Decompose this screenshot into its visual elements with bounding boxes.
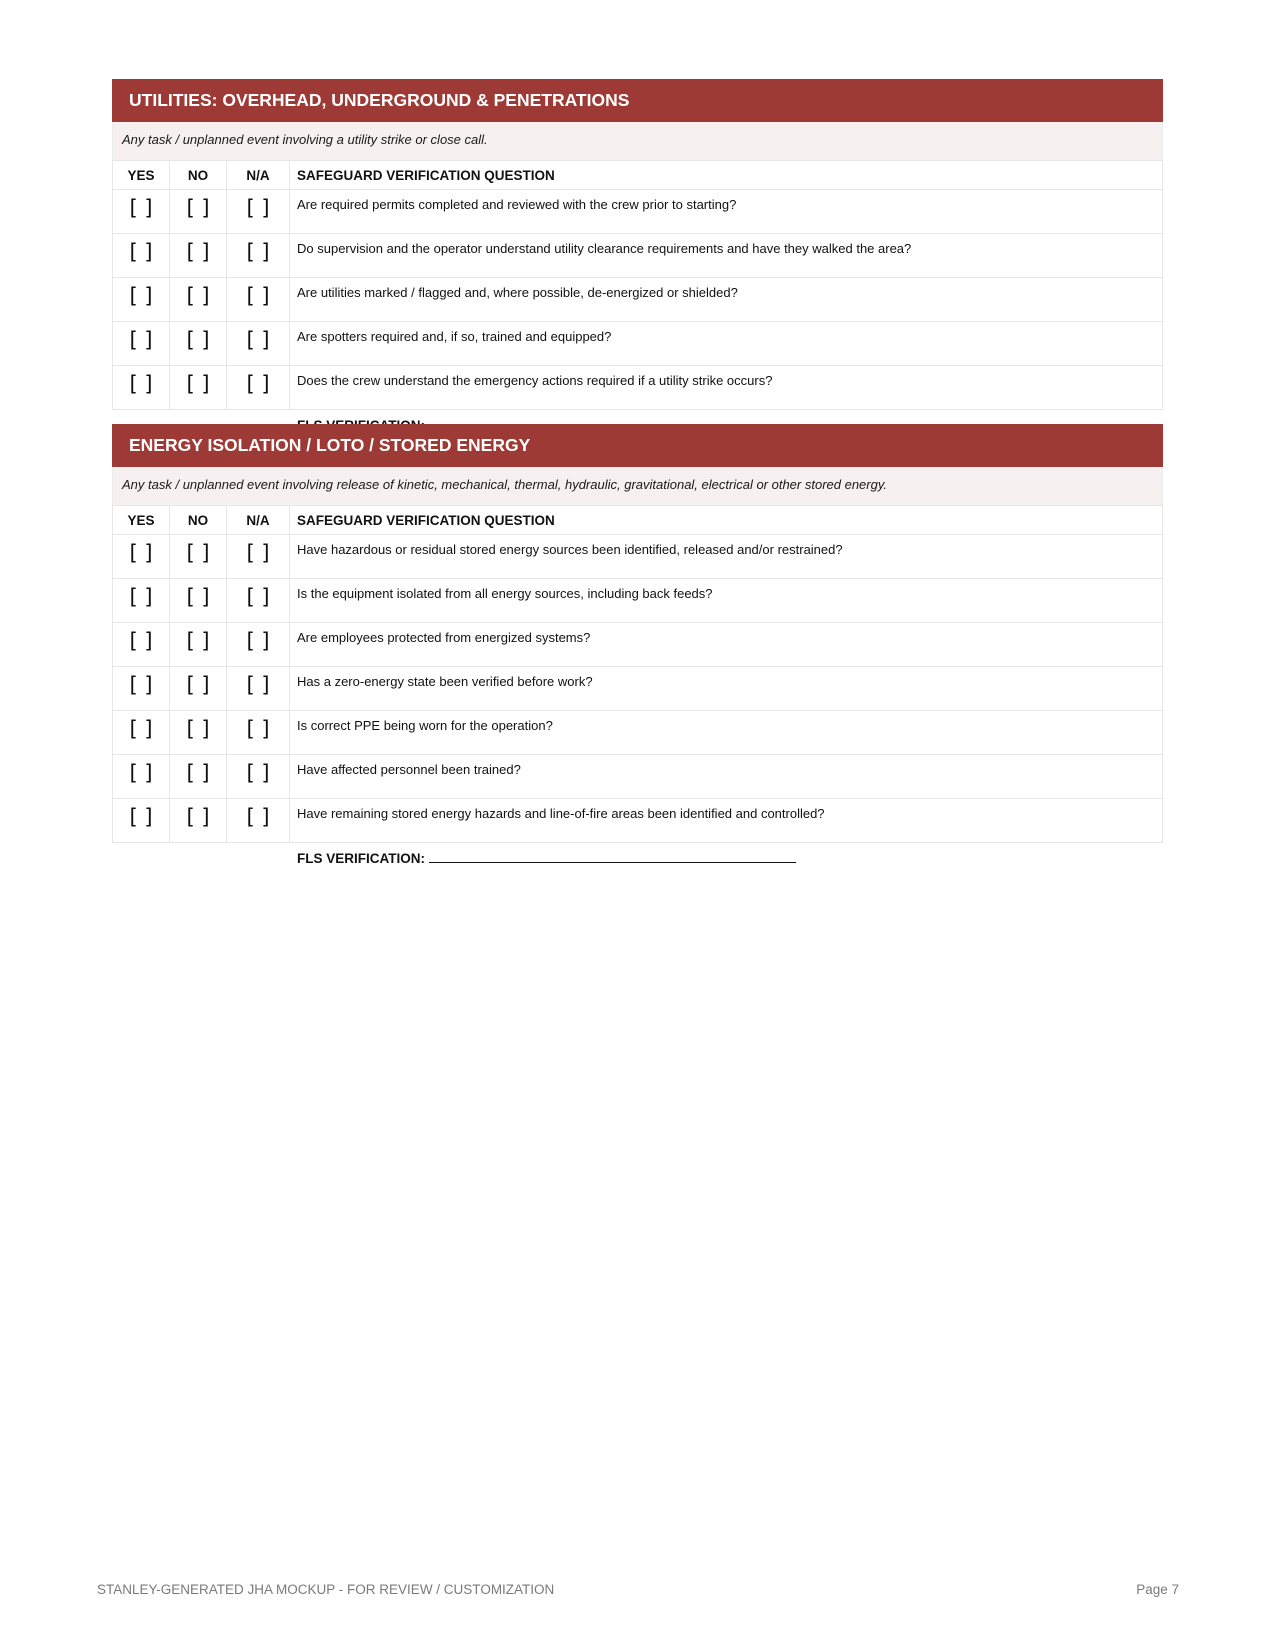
yes-checkbox[interactable]: [ ] (113, 322, 170, 366)
fls-verification-label: FLS VERIFICATION: (297, 851, 425, 866)
table-row (113, 755, 1163, 799)
table-row (113, 711, 1163, 755)
no-checkbox[interactable]: [ ] (170, 322, 227, 366)
no-checkbox[interactable]: [ ] (170, 190, 227, 234)
no-checkbox[interactable]: [ ] (170, 234, 227, 278)
section-title: UTILITIES: OVERHEAD, UNDERGROUND & PENETRATIONS (112, 79, 1163, 122)
table-header-row (113, 161, 1163, 190)
checklist-table (112, 505, 1163, 843)
no-checkbox[interactable]: [ ] (170, 535, 227, 579)
na-checkbox[interactable]: [ ] (227, 535, 290, 579)
question-text: Have hazardous or residual stored energy sources been identified, released and/or restrained? (290, 535, 1163, 579)
question-text: Do supervision and the operator understand utility clearance requirements and have they walked the area? (290, 234, 1163, 278)
table-row (113, 366, 1163, 410)
table-row (113, 623, 1163, 667)
no-checkbox[interactable]: [ ] (170, 711, 227, 755)
yes-checkbox[interactable]: [ ] (113, 366, 170, 410)
question-text: Have affected personnel been trained? (290, 755, 1163, 799)
question-text: Has a zero-energy state been verified before work? (290, 667, 1163, 711)
na-checkbox[interactable]: [ ] (227, 190, 290, 234)
na-checkbox[interactable]: [ ] (227, 667, 290, 711)
table-row (113, 799, 1163, 843)
yes-checkbox[interactable]: [ ] (113, 234, 170, 278)
yes-checkbox[interactable]: [ ] (113, 535, 170, 579)
na-column-header: N/A (227, 506, 290, 535)
no-checkbox[interactable]: [ ] (170, 755, 227, 799)
na-checkbox[interactable]: [ ] (227, 711, 290, 755)
question-text: Are utilities marked / flagged and, where possible, de-energized or shielded? (290, 278, 1163, 322)
section-title: ENERGY ISOLATION / LOTO / STORED ENERGY (112, 424, 1163, 467)
yes-checkbox[interactable]: [ ] (113, 799, 170, 843)
yes-column-header: YES (113, 506, 170, 535)
na-checkbox[interactable]: [ ] (227, 755, 290, 799)
question-column-header: SAFEGUARD VERIFICATION QUESTION (290, 161, 1163, 190)
section-description: Any task / unplanned event involving release of kinetic, mechanical, thermal, hydraulic, gravitational, electrical or other stored energy. (112, 467, 1163, 505)
na-checkbox[interactable]: [ ] (227, 234, 290, 278)
no-checkbox[interactable]: [ ] (170, 366, 227, 410)
na-checkbox[interactable]: [ ] (227, 623, 290, 667)
yes-column-header: YES (113, 161, 170, 190)
yes-checkbox[interactable]: [ ] (113, 667, 170, 711)
yes-checkbox[interactable]: [ ] (113, 579, 170, 623)
fls-verification (112, 850, 1163, 868)
table-row (113, 278, 1163, 322)
no-checkbox[interactable]: [ ] (170, 623, 227, 667)
table-row (113, 535, 1163, 579)
table-row (113, 579, 1163, 623)
question-text: Are employees protected from energized systems? (290, 623, 1163, 667)
na-checkbox[interactable]: [ ] (227, 278, 290, 322)
signature-line[interactable] (429, 850, 796, 863)
yes-checkbox[interactable]: [ ] (113, 190, 170, 234)
section-description: Any task / unplanned event involving a utility strike or close call. (112, 122, 1163, 160)
no-checkbox[interactable]: [ ] (170, 579, 227, 623)
na-checkbox[interactable]: [ ] (227, 366, 290, 410)
checklist-table (112, 160, 1163, 410)
yes-checkbox[interactable]: [ ] (113, 623, 170, 667)
question-column-header: SAFEGUARD VERIFICATION QUESTION (290, 506, 1163, 535)
na-checkbox[interactable]: [ ] (227, 799, 290, 843)
yes-checkbox[interactable]: [ ] (113, 278, 170, 322)
na-column-header: N/A (227, 161, 290, 190)
energy-isolation-section (112, 424, 1163, 868)
question-text: Does the crew understand the emergency actions required if a utility strike occurs? (290, 366, 1163, 410)
na-checkbox[interactable]: [ ] (227, 579, 290, 623)
na-checkbox[interactable]: [ ] (227, 322, 290, 366)
page-number: Page 7 (1136, 1582, 1179, 1597)
yes-checkbox[interactable]: [ ] (113, 755, 170, 799)
table-header-row (113, 506, 1163, 535)
no-column-header: NO (170, 506, 227, 535)
no-column-header: NO (170, 161, 227, 190)
no-checkbox[interactable]: [ ] (170, 667, 227, 711)
table-row (113, 234, 1163, 278)
table-row (113, 667, 1163, 711)
yes-checkbox[interactable]: [ ] (113, 711, 170, 755)
no-checkbox[interactable]: [ ] (170, 278, 227, 322)
no-checkbox[interactable]: [ ] (170, 799, 227, 843)
table-row (113, 322, 1163, 366)
question-text: Have remaining stored energy hazards and line-of-fire areas been identified and controlled? (290, 799, 1163, 843)
question-text: Are spotters required and, if so, trained and equipped? (290, 322, 1163, 366)
table-row (113, 190, 1163, 234)
question-text: Are required permits completed and reviewed with the crew prior to starting? (290, 190, 1163, 234)
question-text: Is correct PPE being worn for the operation? (290, 711, 1163, 755)
footer-text: STANLEY-GENERATED JHA MOCKUP - FOR REVIEW / CUSTOMIZATION (97, 1582, 555, 1597)
utilities-section (112, 79, 1163, 435)
question-text: Is the equipment isolated from all energy sources, including back feeds? (290, 579, 1163, 623)
